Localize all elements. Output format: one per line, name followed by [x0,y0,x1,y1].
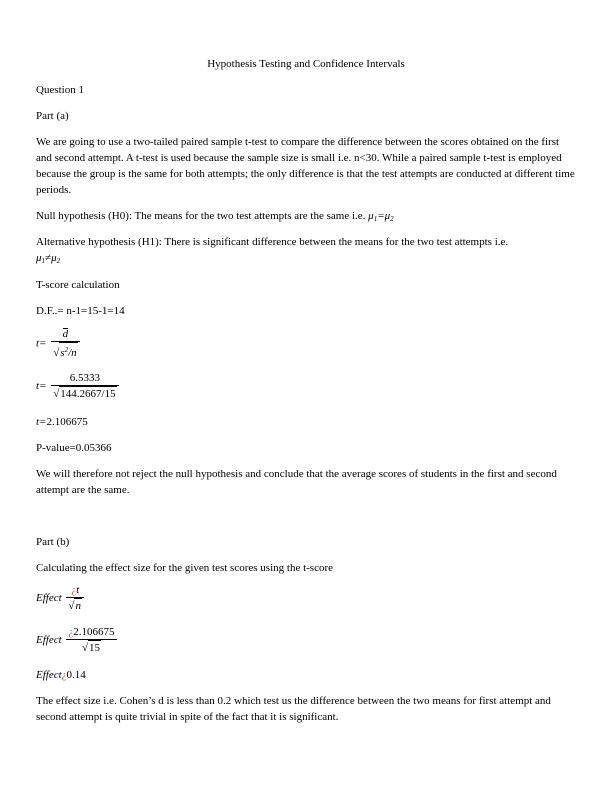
null-hypothesis-math: $\mu_1=\mu_2$ [368,210,394,223]
t-calculation-denominator: 144.2667/15 [60,388,116,400]
document-title: Hypothesis Testing and Confidence Intervals [207,58,405,70]
effect-result-value: 0.14 [66,669,86,681]
t-calculation-lhs: t= [36,380,47,393]
t-result: t=2.106675 [36,416,88,428]
alternative-hypothesis-text: Alternative hypothesis (H1): There is significant difference between the means for the two test attempts i.e. [36,236,509,248]
degrees-of-freedom: D.F..= n-1=15-1=14 [36,305,125,317]
part-a-intro: We are going to use a two-tailed paired sample t-test to compare the difference between the scores obtained on the first and second attempt. A t-test is used because the sample size is small i.e. n<30. While a paired sample t-test is employed because the group is the same for both attempts; the only difference is that the test attempts are conducted at different time periods. [36,136,575,196]
t-calculation [36,372,576,401]
null-hypothesis [36,208,576,227]
part-b-intro: Calculating the effect size for the given test scores using the t-score [36,562,333,574]
alternative-hypothesis-math: $\mu_1\ne\mu_2$ [36,252,61,265]
effect-formula-fraction: $\frac{¿t}{√n}$ [66,584,84,613]
alternative-hypothesis [36,234,576,269]
part-b-conclusion: The effect size i.e. Cohen’s d is less than 0.2 which test us the difference between the two means for first attempt and second attempt is quite trivial in spite of the fact that it is significant. [36,695,551,723]
effect-formula [36,584,576,613]
effect-formula-lhs: Effect [36,592,62,605]
t-formula [36,328,576,360]
t-formula-lhs: t= [36,337,47,350]
mean-difference-symbol: d [62,328,69,340]
t-formula-fraction: $\frac{d}{√s^2/n}$ [51,328,79,360]
t-result-value: 2.106675 [46,416,88,428]
effect-calculation-lhs: Effect [36,634,62,647]
question-label: Question 1 [36,84,84,96]
effect-calculation-fraction: $\frac{¿2.106675}{√15}$ [68,626,115,654]
effect-result: Effect¿0.14 [36,669,86,681]
null-hypothesis-text: Null hypothesis (H0): The means for the two test attempts are the same i.e. [36,210,366,222]
effect-calculation [36,626,576,655]
t-calculation-fraction: $\frac{6.5333}{√144.2667/15}$ [51,372,118,401]
part-a-conclusion: We will therefore not reject the null hypothesis and conclude that the average scores of students in the first and second attempt are the same. [36,468,557,496]
t-calculation-numerator: 6.5333 [69,372,101,384]
tscore-heading: T-score calculation [36,279,120,291]
p-value: P-value=0.05366 [36,442,112,454]
part-a-label: Part (a) [36,110,69,122]
part-b-label: Part (b) [36,536,70,548]
